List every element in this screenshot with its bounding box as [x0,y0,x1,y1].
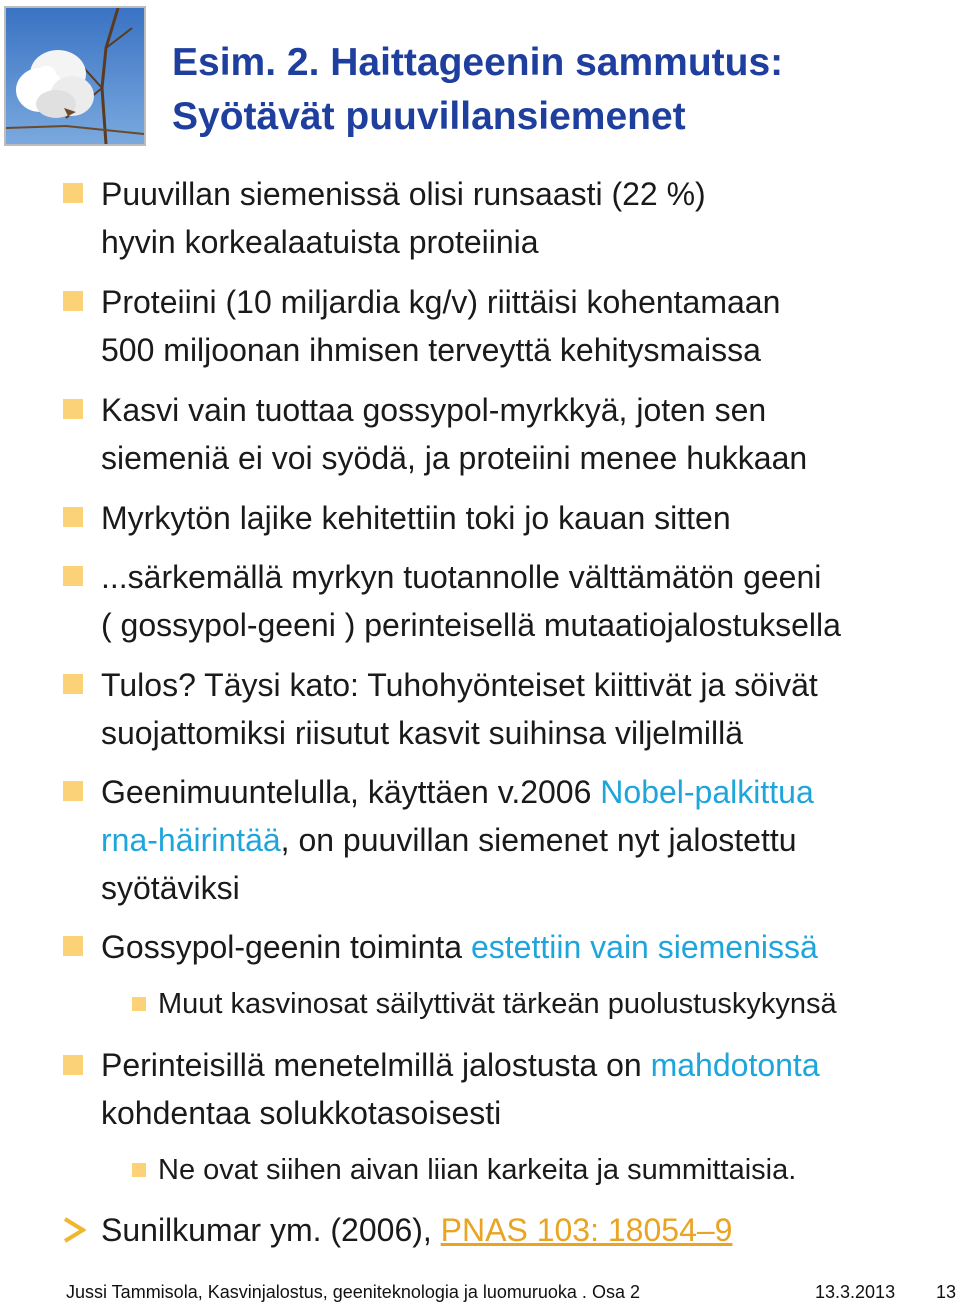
bullet-line: syötäviksi [101,870,240,906]
bullet-marker [63,781,83,801]
highlight-text: rna-häirintää [101,822,281,858]
bullet-line: kohdentaa solukkotasoisesti [101,1095,502,1131]
arrow-bullet-icon [62,1216,86,1244]
bullet-line [101,1041,956,1089]
bullet-text: Gossypol-geenin toiminta [101,929,471,965]
slide-footer [0,1280,960,1304]
title-line-1: Esim. 2. Haittageenin sammutus: [172,41,784,84]
bullet-line: siemeniä ei voi syödä, ja proteiini menee hukkaan [101,440,808,476]
bullet-item-8 [101,923,956,971]
slide-title [172,36,942,144]
bullet-text: Perinteisillä menetelmillä jalostusta on [101,1047,651,1083]
bullet-marker [63,674,83,694]
reference-link[interactable]: PNAS 103: 18054–9 [440,1212,733,1248]
bullet-item-3 [101,386,956,482]
bullet-marker [63,183,83,203]
bullet-marker [63,936,83,956]
bullet-text: , on puuvillan siemenet nyt jalostettu [280,822,797,858]
bullet-item-1 [101,170,956,266]
footer-page-number: 13 [936,1282,957,1302]
bullet-line: ...särkemällä myrkyn tuotannolle välttämätön geeni [101,559,822,595]
highlight-text: Nobel-palkittua [600,774,814,810]
footer-author: Jussi Tammisola, Kasvinjalostus, geeniteknologia ja luomuruoka . Osa 2 [66,1282,640,1302]
bullet-line [101,816,956,864]
sub-bullet-marker [132,997,146,1011]
cotton-photo-graphic [6,8,144,144]
bullet-item-2 [101,278,956,374]
bullet-line [101,923,956,971]
cotton-boll-photo [4,6,146,146]
sub-bullet-item-9: Ne ovat siihen aivan liian karkeita ja summittaisia. [158,1154,797,1186]
bullet-item-5 [101,553,956,649]
bullet-line: ( gossypol-geeni ) perinteisellä mutaatiojalostuksella [101,607,841,643]
bullet-marker [63,507,83,527]
bullet-line: Myrkytön lajike kehitettiin toki jo kauan sitten [101,500,731,536]
bullet-line: Puuvillan siemenissä olisi runsaasti (22 %) [101,176,706,212]
bullet-line: hyvin korkealaatuista proteiinia [101,224,539,260]
bullet-line: Proteiini (10 miljardia kg/v) riittäisi kohentamaan [101,284,781,320]
bullet-line: suojattomiksi riisutut kasvit suihinsa viljelmillä [101,715,743,751]
bullet-item-7 [101,768,956,912]
highlight-text: estettiin vain siemenissä [470,929,818,965]
sub-bullet-item-8: Muut kasvinosat säilyttivät tärkeän puolustuskykynsä [158,988,837,1020]
sub-bullet-marker [132,1163,146,1177]
bullet-line: Kasvi vain tuottaa gossypol-myrkkyä, joten sen [101,392,767,428]
bullet-text: Geenimuuntelulla, käyttäen v.2006 [101,774,601,810]
bullet-marker [63,566,83,586]
bullet-item-4 [101,494,956,542]
bullet-item-6 [101,661,956,757]
bullet-marker [63,291,83,311]
highlight-text: mahdotonta [650,1047,820,1083]
footer-date: 13.3.2013 [815,1282,896,1302]
bullet-item-9 [101,1041,956,1137]
title-line-2: Syötävät puuvillansiemenet [172,95,686,138]
bullet-line: Tulos? Täysi kato: Tuhohyönteiset kiittivät ja söivät [101,667,818,703]
reference-line [101,1206,956,1254]
reference-text: Sunilkumar ym. (2006), [101,1212,441,1248]
bullet-marker [63,1055,83,1075]
bullet-line [101,768,956,816]
bullet-line: 500 miljoonan ihmisen terveyttä kehitysmaissa [101,332,761,368]
bullet-marker [63,399,83,419]
